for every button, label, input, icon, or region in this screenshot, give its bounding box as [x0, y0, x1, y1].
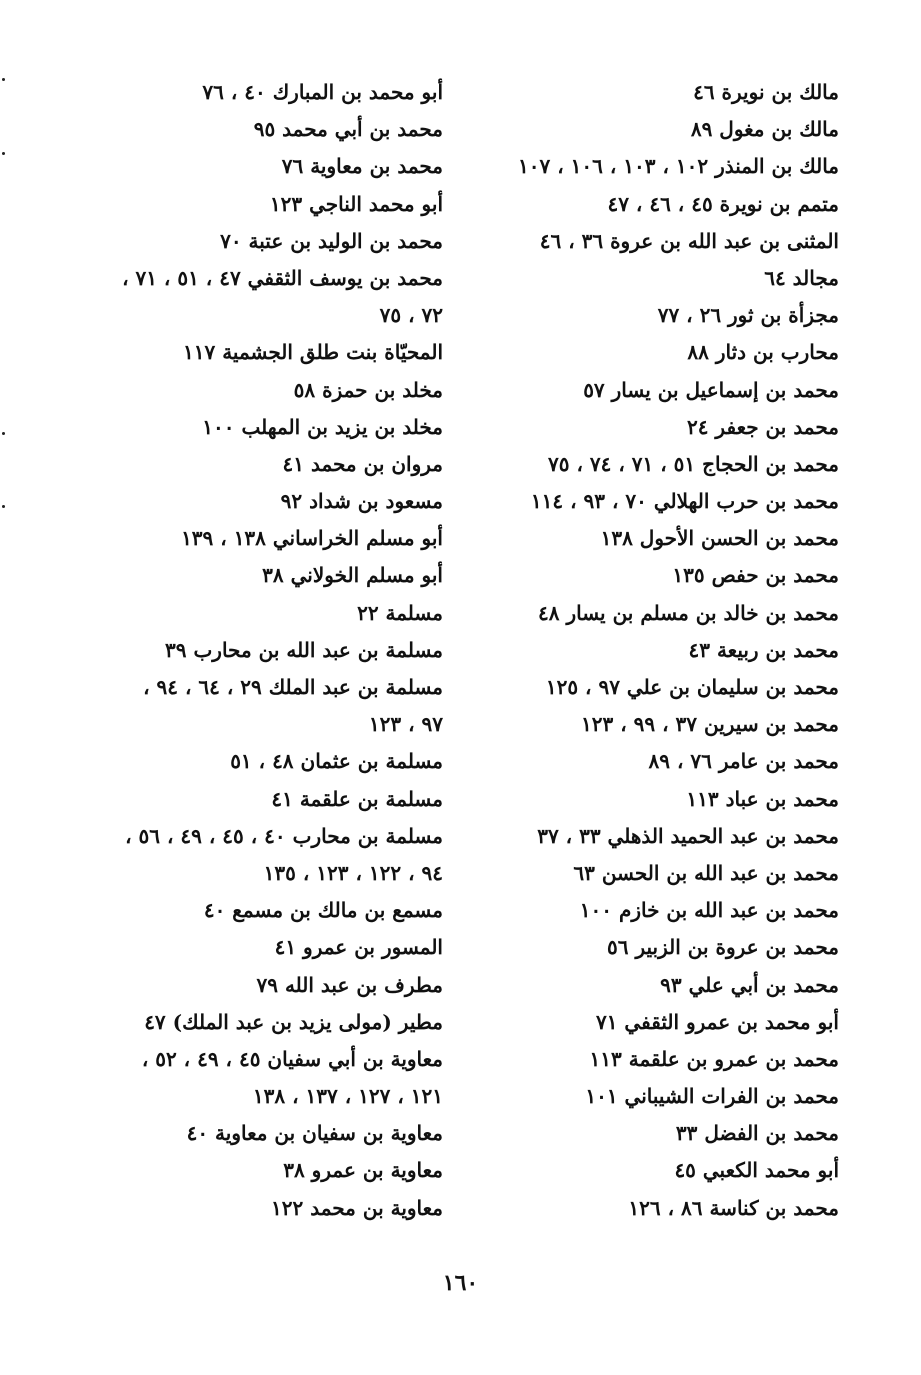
- index-entry: محمد بن كناسة ٨٦ ، ١٢٦: [628, 1195, 839, 1220]
- index-entry: محمد بن الحسن الأحول ١٣٨: [600, 526, 839, 551]
- index-entry: محمد بن سيرين ٣٧ ، ٩٩ ، ١٢٣: [581, 712, 839, 737]
- index-entry: مالك بن نويرة ٤٦: [693, 80, 839, 104]
- index-entry: معاوية بن سفيان بن معاوية ٤٠: [186, 1121, 443, 1146]
- index-entry: محمد بن حرب الهلالي ٧٠ ، ٩٣ ، ١١٤: [530, 489, 839, 514]
- index-entry: أبو محمد بن عمرو الثقفي ٧١: [595, 1009, 839, 1034]
- index-entry: أبو محمد بن المبارك ٤٠ ، ٧٦: [202, 80, 443, 104]
- index-entry: محمد بن يوسف الثقفي ٤٧ ، ٥١ ، ٧١ ،: [122, 265, 443, 290]
- index-column-left: [73, 74, 443, 1227]
- index-entry: مسلمة بن علقمة ٤١: [271, 786, 443, 811]
- index-entry: ٩٤ ، ١٢٢ ، ١٢٣ ، ١٣٥: [263, 860, 443, 885]
- index-entry: مالك بن المنذر ١٠٢ ، ١٠٣ ، ١٠٦ ، ١٠٧: [518, 154, 839, 179]
- index-entry: مجزأة بن ثور ٢٦ ، ٧٧: [657, 303, 839, 328]
- index-entry: المحيّاة بنت طلق الجشمية ١١٧: [183, 340, 443, 365]
- index-entry: مالك بن مغول ٨٩: [690, 117, 839, 142]
- index-entry: المثنى بن عبد الله بن عروة ٣٦ ، ٤٦: [539, 228, 839, 253]
- index-entry: مسعود بن شداد ٩٢: [280, 489, 443, 514]
- index-entry: ١٢١ ، ١٢٧ ، ١٣٧ ، ١٣٨: [252, 1084, 443, 1109]
- index-entry: مسلمة بن عثمان ٤٨ ، ٥١: [230, 749, 443, 774]
- index-entry: محمد بن عروة بن الزبير ٥٦: [607, 935, 839, 960]
- index-entry: محمد بن الوليد بن عتبة ٧٠: [220, 228, 443, 253]
- index-entry: أبو محمد الكعبي ٤٥: [674, 1158, 839, 1183]
- index-entry: محمد بن أبي علي ٩٣: [660, 972, 839, 997]
- index-entry: مسلمة ٢٢: [357, 600, 443, 625]
- index-entry: محمد بن عبد الله بن خازم ١٠٠: [579, 898, 839, 923]
- scan-edge-mark: [2, 78, 5, 81]
- index-entry: أبو محمد الناجي ١٢٣: [269, 191, 443, 216]
- index-entry: أبو مسلم الخراساني ١٣٨ ، ١٣٩: [181, 526, 443, 551]
- index-entry: محمد بن عمرو بن علقمة ١١٣: [589, 1046, 839, 1071]
- index-entry: محمد بن عامر ٧٦ ، ٨٩: [648, 749, 839, 774]
- index-entry: محمد بن عبد الله بن الحسن ٦٣: [573, 860, 839, 885]
- index-entry: مطير (مولى يزيد بن عبد الملك) ٤٧: [144, 1009, 443, 1034]
- index-entry: محمد بن جعفر ٢٤: [686, 414, 839, 439]
- index-entry: محمد بن عبد الحميد الذهلي ٣٣ ، ٣٧: [537, 823, 839, 848]
- index-entry: معاوية بن عمرو ٣٨: [283, 1158, 443, 1183]
- index-entry: محمد بن الفرات الشيباني ١٠١: [585, 1084, 839, 1109]
- index-entry: محمد بن معاوية ٧٦: [281, 154, 443, 179]
- index-entry: محمد بن سليمان بن علي ٩٧ ، ١٢٥: [545, 675, 839, 699]
- scan-edge-mark: [2, 152, 5, 155]
- index-entry: محمد بن الحجاج ٥١ ، ٧١ ، ٧٤ ، ٧٥: [548, 451, 839, 476]
- index-entry: محمد بن إسماعيل بن يسار ٥٧: [583, 377, 839, 402]
- index-entry: مخلد بن يزيد بن المهلب ١٠٠: [202, 414, 443, 439]
- index-entry: مسلمة بن عبد الملك ٢٩ ، ٦٤ ، ٩٤ ،: [143, 675, 443, 699]
- index-entry: ٧٢ ، ٧٥: [379, 303, 443, 328]
- index-entry: أبو مسلم الخولاني ٣٨: [262, 563, 443, 588]
- index-entry: مسلمة بن عبد الله بن محارب ٣٩: [165, 637, 443, 662]
- index-entry: محمد بن خالد بن مسلم بن يسار ٤٨: [538, 600, 839, 625]
- index-entry: محمد بن حفص ١٣٥: [672, 563, 839, 588]
- index-entry: المسور بن عمرو ٤١: [274, 935, 443, 960]
- index-entry: معاوية بن محمد ١٢٢: [271, 1195, 443, 1220]
- index-entry: مسلمة بن محارب ٤٠ ، ٤٥ ، ٤٩ ، ٥٦ ،: [125, 823, 443, 848]
- index-entry: ٩٧ ، ١٢٣: [368, 712, 443, 737]
- scan-edge-mark: [2, 432, 5, 435]
- index-entry: محمد بن عباد ١١٣: [686, 786, 839, 811]
- index-entry: مطرف بن عبد الله ٧٩: [256, 972, 443, 997]
- scan-edge-mark: [2, 505, 5, 508]
- index-column-right: [479, 74, 839, 1227]
- index-entry: محمد بن أبي محمد ٩٥: [253, 117, 443, 142]
- index-entry: مروان بن محمد ٤١: [282, 451, 443, 476]
- index-entry: محمد بن الفضل ٣٣: [675, 1121, 839, 1146]
- index-entry: محمد بن ربيعة ٤٣: [688, 637, 839, 662]
- index-entry: معاوية بن أبي سفيان ٤٥ ، ٤٩ ، ٥٢ ،: [141, 1046, 443, 1071]
- page-number: ١٦٠: [442, 1270, 479, 1296]
- index-entry: محارب بن دثار ٨٨: [687, 340, 839, 365]
- index-entry: مجالد ٦٤: [764, 265, 839, 290]
- index-entry: مسمع بن مالك بن مسمع ٤٠: [203, 898, 443, 923]
- index-entry: متمم بن نويرة ٤٥ ، ٤٦ ، ٤٧: [607, 191, 839, 216]
- index-entry: مخلد بن حمزة ٥٨: [293, 377, 443, 402]
